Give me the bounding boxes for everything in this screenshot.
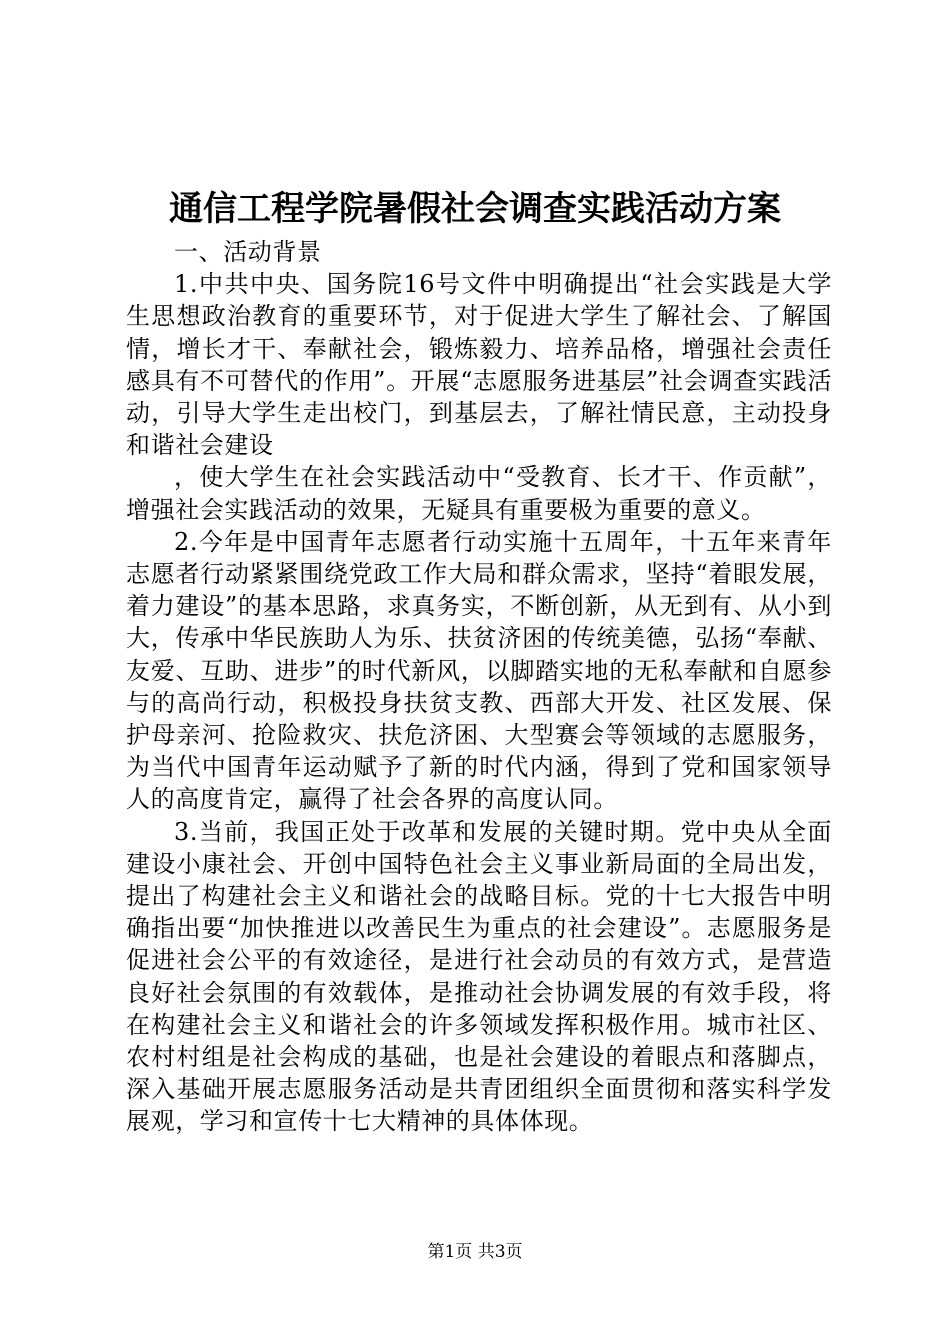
section-heading: 一、活动背景 bbox=[174, 238, 322, 266]
paragraph: 3.当前，我国正处于改革和发展的关键时期。党中央从全面建设小康社会、开创中国特色社会主义事业新局面的全局出发，提出了构建社会主义和谐社会的战略目标。党的十七大报告中明确指出要“加快推进以改善民生为重点的社会建设”。志愿服务是促进社会公平的有效途径，是进行社会动员的有效方式，是营造良好社会氛围的有效载体，是推动社会协调发展的有效手段，将在构建社会主义和谐社会的许多领域发挥积极作用。城市社区、农村村组是社会构成的基础，也是社会建设的着眼点和落脚点，深入基础开展志愿服务活动是共青团组织全面贯彻和落实科学发展观，学习和宣传十七大精神的具体体现。 bbox=[126, 817, 832, 1136]
page-footer: 第1页 共3页 bbox=[427, 1242, 523, 1262]
paragraph-continuation: ，使大学生在社会实践活动中“受教育、长才干、作贡献”，增强社会实践活动的效果，无疑具有重要极为重要的意义。 bbox=[126, 463, 832, 524]
paragraph: 1.中共中央、国务院16号文件中明确提出“社会实践是大学生思想政治教育的重要环节，对于促进大学生了解社会、了解国情，增长才干、奉献社会，锻炼毅力、培养品格，增强社会责任感具有不可替代的作用”。开展“志愿服务进基层”社会调查实践活动，引导大学生走出校门，到基层去，了解社情民意，主动投身和谐社会建设 bbox=[126, 270, 832, 460]
document-body bbox=[126, 236, 832, 1138]
document-title: 通信工程学院暑假社会调查实践活动方案 bbox=[169, 189, 781, 229]
paragraph: 2.今年是中国青年志愿者行动实施十五周年，十五年来青年志愿者行动紧紧围绕党政工作大局和群众需求，坚持“着眼发展，着力建设”的基本思路，求真务实，不断创新，从无到有、从小到大，传承中华民族助人为乐、扶贫济困的传统美德，弘扬“奉献、友爱、互助、进步”的时代新风，以脚踏实地的无私奉献和自愿参与的高尚行动，积极投身扶贫支教、西部大开发、社区发展、保护母亲河、抢险救灾、扶危济困、大型赛会等领域的志愿服务，为当代中国青年运动赋予了新的时代内涵，得到了党和国家领导人的高度肯定，赢得了社会各界的高度认同。 bbox=[126, 527, 832, 814]
